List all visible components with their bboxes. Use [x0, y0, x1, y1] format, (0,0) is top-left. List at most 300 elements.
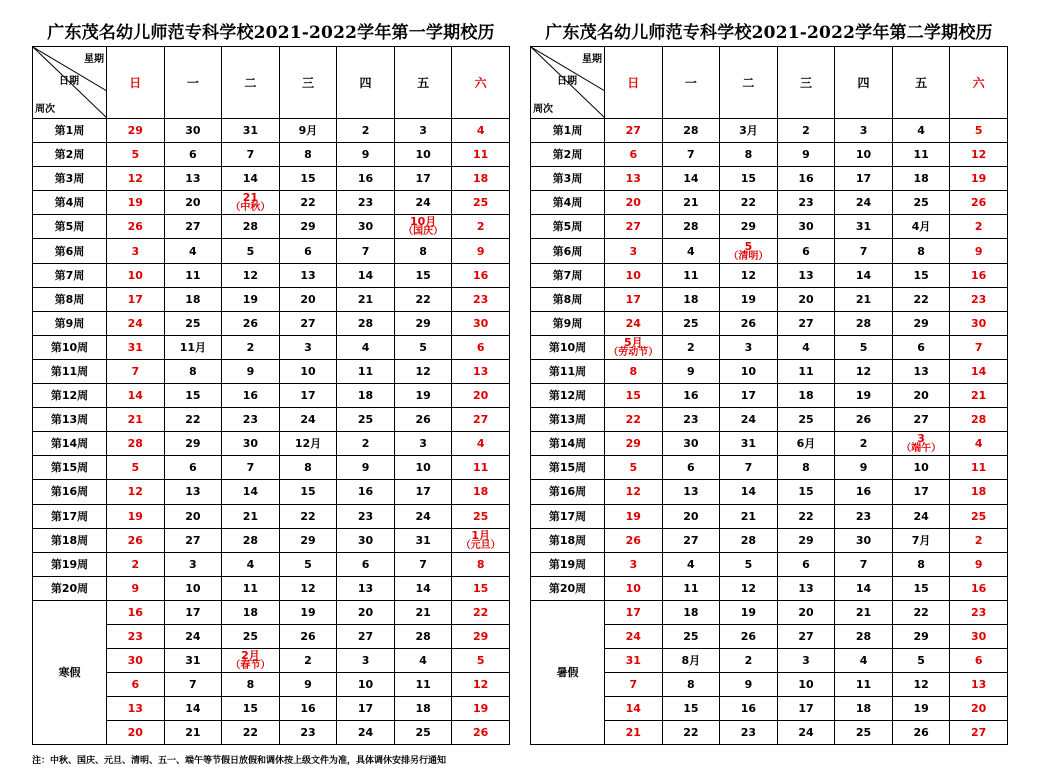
date-cell — [279, 408, 337, 432]
date-value: 29 — [913, 316, 929, 330]
date-value: 7 — [859, 557, 868, 571]
date-value: 12 — [127, 485, 143, 499]
date-value: 21 — [971, 389, 987, 403]
date-cell — [222, 456, 280, 480]
date-value: 4 — [802, 340, 810, 354]
week-row — [33, 311, 510, 335]
date-cell — [279, 456, 337, 480]
date-cell — [835, 215, 893, 239]
date-cell — [605, 335, 663, 359]
week-label: 第4周 — [33, 191, 107, 215]
date-cell — [394, 191, 452, 215]
week-label: 第2周 — [33, 143, 107, 167]
date-cell — [835, 191, 893, 215]
date-value: 1月 — [471, 528, 491, 542]
date-cell — [720, 697, 778, 721]
date-value: 24 — [855, 196, 872, 210]
week-row — [531, 504, 1008, 528]
date-value: 14 — [855, 268, 872, 282]
date-cell — [164, 673, 222, 697]
date-value: 6 — [361, 557, 370, 571]
date-value: 24 — [625, 316, 641, 330]
date-value: 4 — [859, 654, 868, 668]
date-cell — [662, 119, 720, 143]
date-value: 29 — [300, 533, 316, 547]
date-value: 6 — [189, 461, 197, 475]
week-label: 第7周 — [531, 263, 605, 287]
date-cell — [720, 311, 778, 335]
date-value: 28 — [127, 437, 143, 451]
week-label: 第6周 — [33, 239, 107, 263]
week-label: 第17周 — [33, 504, 107, 528]
date-value: 5 — [974, 124, 983, 138]
date-cell — [720, 408, 778, 432]
date-cell — [892, 504, 950, 528]
date-cell — [337, 408, 395, 432]
date-cell — [164, 408, 222, 432]
date-cell — [662, 649, 720, 673]
date-cell — [835, 600, 893, 624]
date-cell — [950, 287, 1008, 311]
date-cell — [950, 697, 1008, 721]
date-cell — [394, 432, 452, 456]
date-value: 13 — [683, 485, 699, 499]
date-cell — [107, 528, 165, 552]
date-cell — [777, 528, 835, 552]
date-value: 8 — [304, 461, 312, 475]
date-cell — [835, 528, 893, 552]
date-value: 4 — [476, 437, 485, 451]
date-value: 14 — [242, 485, 259, 499]
date-cell — [950, 721, 1008, 745]
day-header: 三 — [279, 47, 337, 119]
date-value: 13 — [185, 485, 201, 499]
week-row — [33, 239, 510, 263]
date-cell — [950, 576, 1008, 600]
date-value: 18 — [913, 172, 929, 186]
date-value: 15 — [300, 172, 316, 186]
date-value: 9 — [859, 461, 868, 475]
date-value: 10 — [740, 364, 757, 378]
date-cell — [720, 287, 778, 311]
date-cell — [222, 600, 280, 624]
date-cell — [720, 528, 778, 552]
date-value: 13 — [913, 364, 929, 378]
date-value: 3 — [131, 244, 140, 258]
date-cell — [164, 359, 222, 383]
date-cell — [777, 504, 835, 528]
date-cell — [777, 624, 835, 648]
date-value: 18 — [473, 172, 489, 186]
date-cell — [222, 359, 280, 383]
date-cell — [107, 335, 165, 359]
date-cell — [279, 191, 337, 215]
date-value: 16 — [300, 702, 316, 716]
date-value: 6月 — [796, 437, 816, 451]
date-value: 13 — [357, 581, 374, 595]
date-value: 17 — [357, 702, 374, 716]
date-cell — [222, 432, 280, 456]
date-value: 30 — [127, 654, 143, 668]
date-value: 24 — [127, 316, 143, 330]
week-label: 第15周 — [531, 456, 605, 480]
date-cell — [662, 287, 720, 311]
date-value: 25 — [683, 316, 699, 330]
date-value: 28 — [242, 220, 259, 234]
week-row — [531, 263, 1008, 287]
date-value: 19 — [625, 509, 641, 523]
date-cell — [950, 119, 1008, 143]
date-value: 2 — [974, 220, 983, 234]
date-cell — [452, 359, 510, 383]
date-value: 7 — [859, 244, 868, 258]
date-cell — [394, 119, 452, 143]
date-cell — [662, 311, 720, 335]
date-value: 14 — [242, 172, 259, 186]
date-cell — [950, 335, 1008, 359]
date-value: 4 — [189, 244, 197, 258]
date-value: 3 — [629, 244, 638, 258]
date-value: 4 — [687, 557, 695, 571]
date-cell — [777, 263, 835, 287]
date-cell — [605, 359, 663, 383]
date-cell — [950, 384, 1008, 408]
date-value: 11 — [971, 461, 987, 475]
date-value: 23 — [473, 292, 489, 306]
date-value: 24 — [625, 630, 641, 644]
corner-label-zhouci: 周次 — [533, 104, 553, 115]
date-cell — [222, 119, 280, 143]
date-cell — [720, 600, 778, 624]
date-value: 6 — [629, 148, 638, 162]
date-value: 25 — [415, 726, 431, 740]
date-cell — [394, 552, 452, 576]
date-cell — [950, 408, 1008, 432]
date-cell — [222, 504, 280, 528]
date-cell — [337, 576, 395, 600]
date-value: 6 — [802, 557, 810, 571]
date-cell — [222, 721, 280, 745]
date-cell — [605, 239, 663, 263]
date-cell — [279, 528, 337, 552]
week-row — [531, 528, 1008, 552]
date-cell — [892, 673, 950, 697]
week-row — [531, 167, 1008, 191]
date-value: 29 — [913, 630, 929, 644]
date-cell — [222, 649, 280, 673]
day-header: 日 — [107, 47, 165, 119]
date-cell — [279, 552, 337, 576]
date-value: 5 — [131, 148, 140, 162]
date-value: 13 — [625, 172, 641, 186]
date-value: 21 — [683, 196, 699, 210]
date-cell — [720, 263, 778, 287]
date-cell — [777, 239, 835, 263]
week-label: 第11周 — [531, 359, 605, 383]
date-cell — [107, 167, 165, 191]
date-cell — [164, 143, 222, 167]
date-value: 23 — [971, 292, 987, 306]
date-value: 5 — [859, 340, 868, 354]
date-cell — [452, 504, 510, 528]
date-cell — [222, 528, 280, 552]
week-label: 第5周 — [33, 215, 107, 239]
week-row — [33, 504, 510, 528]
date-value: 26 — [913, 726, 929, 740]
date-cell — [107, 287, 165, 311]
date-value: 21 — [740, 509, 757, 523]
date-cell — [279, 600, 337, 624]
date-value: 7 — [419, 557, 427, 571]
date-value: 8 — [917, 244, 925, 258]
day-header: 五 — [892, 47, 950, 119]
date-cell — [337, 528, 395, 552]
date-value: 4 — [246, 557, 255, 571]
date-cell — [452, 143, 510, 167]
date-value: 24 — [185, 630, 201, 644]
date-cell — [777, 480, 835, 504]
date-value: 30 — [855, 533, 872, 547]
date-cell — [777, 576, 835, 600]
date-value: 20 — [798, 292, 814, 306]
corner-label-zhouci: 周次 — [35, 104, 55, 115]
date-cell — [279, 721, 337, 745]
date-value: 10 — [625, 268, 641, 282]
date-cell — [164, 239, 222, 263]
date-value: 4月 — [911, 220, 931, 234]
date-value: 13 — [798, 581, 814, 595]
date-value: 6 — [476, 340, 485, 354]
date-cell — [279, 576, 337, 600]
date-value: 17 — [855, 172, 872, 186]
date-cell — [835, 119, 893, 143]
date-value: 27 — [913, 413, 929, 427]
week-label: 第3周 — [33, 167, 107, 191]
date-cell — [279, 335, 337, 359]
date-value: 13 — [300, 268, 316, 282]
date-cell — [394, 697, 452, 721]
date-cell — [777, 119, 835, 143]
date-cell — [892, 624, 950, 648]
week-label: 第12周 — [33, 384, 107, 408]
date-cell — [164, 311, 222, 335]
date-value: 12月 — [294, 437, 322, 451]
date-cell — [662, 624, 720, 648]
date-value: 27 — [357, 630, 374, 644]
date-value: 30 — [357, 220, 374, 234]
date-value: 26 — [473, 726, 489, 740]
week-row — [33, 215, 510, 239]
date-value: 30 — [357, 533, 374, 547]
date-cell — [835, 480, 893, 504]
week-row — [531, 432, 1008, 456]
date-value: 12 — [300, 581, 316, 595]
date-cell — [394, 576, 452, 600]
date-value: 12 — [473, 678, 489, 692]
date-value: 15 — [913, 581, 929, 595]
date-cell — [605, 552, 663, 576]
date-value: 21 — [625, 726, 641, 740]
date-value: 28 — [855, 316, 872, 330]
date-value: 23 — [740, 726, 757, 740]
date-value: 16 — [242, 389, 259, 403]
date-cell — [107, 263, 165, 287]
date-cell — [720, 384, 778, 408]
date-value: 23 — [357, 509, 374, 523]
date-cell — [394, 480, 452, 504]
date-value: 9 — [361, 148, 370, 162]
week-row — [33, 432, 510, 456]
date-cell — [394, 239, 452, 263]
day-header: 六 — [452, 47, 510, 119]
date-value: 27 — [625, 220, 641, 234]
date-cell — [452, 287, 510, 311]
date-cell — [605, 287, 663, 311]
date-value: 27 — [185, 533, 201, 547]
holiday-note: （清明） — [728, 250, 769, 262]
date-value: 14 — [357, 268, 374, 282]
date-value: 20 — [185, 196, 201, 210]
date-cell — [279, 311, 337, 335]
date-cell — [222, 239, 280, 263]
date-cell — [222, 191, 280, 215]
date-value: 7 — [687, 148, 695, 162]
date-cell — [337, 480, 395, 504]
week-label: 第3周 — [531, 167, 605, 191]
date-cell — [720, 167, 778, 191]
date-value: 18 — [473, 485, 489, 499]
date-value: 6 — [687, 461, 695, 475]
date-value: 19 — [913, 702, 929, 716]
date-value: 4 — [361, 340, 370, 354]
week-label: 第1周 — [531, 119, 605, 143]
week-label: 第4周 — [531, 191, 605, 215]
date-value: 10 — [185, 581, 201, 595]
date-value: 16 — [683, 389, 699, 403]
date-value: 11 — [473, 461, 489, 475]
date-cell — [164, 263, 222, 287]
date-value: 16 — [855, 485, 872, 499]
date-value: 27 — [683, 533, 699, 547]
date-cell — [452, 576, 510, 600]
date-cell — [892, 311, 950, 335]
date-cell — [662, 528, 720, 552]
date-cell — [164, 528, 222, 552]
date-value: 7月 — [911, 533, 931, 547]
date-value: 23 — [300, 726, 316, 740]
date-cell — [720, 215, 778, 239]
date-value: 27 — [473, 413, 489, 427]
date-cell — [222, 480, 280, 504]
date-value: 24 — [798, 726, 814, 740]
date-cell — [394, 167, 452, 191]
date-value: 25 — [473, 509, 489, 523]
date-value: 26 — [740, 316, 757, 330]
date-cell — [720, 239, 778, 263]
date-value: 8 — [629, 364, 638, 378]
date-value: 27 — [625, 124, 641, 138]
date-value: 5 — [419, 340, 427, 354]
date-cell — [279, 384, 337, 408]
date-cell — [452, 456, 510, 480]
date-value: 16 — [357, 485, 374, 499]
date-value: 19 — [473, 702, 489, 716]
date-value: 26 — [127, 533, 143, 547]
week-row — [531, 119, 1008, 143]
date-cell — [394, 335, 452, 359]
date-value: 12 — [127, 172, 143, 186]
corner-label-riqi: 日期 — [59, 76, 79, 87]
date-value: 31 — [185, 654, 201, 668]
date-value: 18 — [971, 485, 987, 499]
date-cell — [337, 359, 395, 383]
date-cell — [892, 384, 950, 408]
date-value: 8 — [304, 148, 312, 162]
date-value: 27 — [798, 630, 814, 644]
date-value: 26 — [625, 533, 641, 547]
date-value: 8 — [917, 557, 925, 571]
date-value: 12 — [625, 485, 641, 499]
date-cell — [164, 335, 222, 359]
date-cell — [222, 552, 280, 576]
date-cell — [720, 480, 778, 504]
week-label: 第18周 — [33, 528, 107, 552]
date-value: 8 — [744, 148, 753, 162]
week-label: 第5周 — [531, 215, 605, 239]
date-cell — [164, 624, 222, 648]
date-cell — [605, 600, 663, 624]
date-value: 15 — [625, 389, 641, 403]
date-value: 20 — [127, 726, 143, 740]
date-cell — [164, 697, 222, 721]
date-cell — [777, 721, 835, 745]
date-cell — [452, 408, 510, 432]
date-cell — [394, 359, 452, 383]
day-header: 一 — [662, 47, 720, 119]
date-cell — [835, 287, 893, 311]
semester-2-panel — [530, 20, 1008, 745]
date-cell — [835, 384, 893, 408]
date-value: 19 — [300, 605, 316, 619]
date-cell — [107, 624, 165, 648]
date-cell — [279, 215, 337, 239]
date-value: 14 — [625, 702, 641, 716]
date-cell — [452, 263, 510, 287]
date-cell — [950, 649, 1008, 673]
date-value: 27 — [300, 316, 316, 330]
date-value: 19 — [855, 389, 872, 403]
footnote: 注：中秋、国庆、元旦、清明、五一、端午等节假日放假和调休按上级文件为准，具体调休安排另行通知 — [32, 756, 447, 766]
date-value: 12 — [242, 268, 259, 282]
date-value: 10 — [300, 364, 316, 378]
date-value: 28 — [855, 630, 872, 644]
date-value: 16 — [740, 702, 757, 716]
date-value: 7 — [744, 461, 753, 475]
date-cell — [107, 311, 165, 335]
date-cell — [107, 456, 165, 480]
date-cell — [950, 359, 1008, 383]
day-header: 一 — [164, 47, 222, 119]
date-value: 20 — [913, 389, 929, 403]
date-value: 5 — [131, 461, 140, 475]
date-value: 29 — [473, 630, 489, 644]
date-value: 15 — [740, 172, 757, 186]
date-cell — [605, 649, 663, 673]
date-value: 15 — [798, 485, 814, 499]
date-value: 12 — [740, 268, 757, 282]
holiday-row — [33, 600, 510, 624]
date-cell — [394, 456, 452, 480]
